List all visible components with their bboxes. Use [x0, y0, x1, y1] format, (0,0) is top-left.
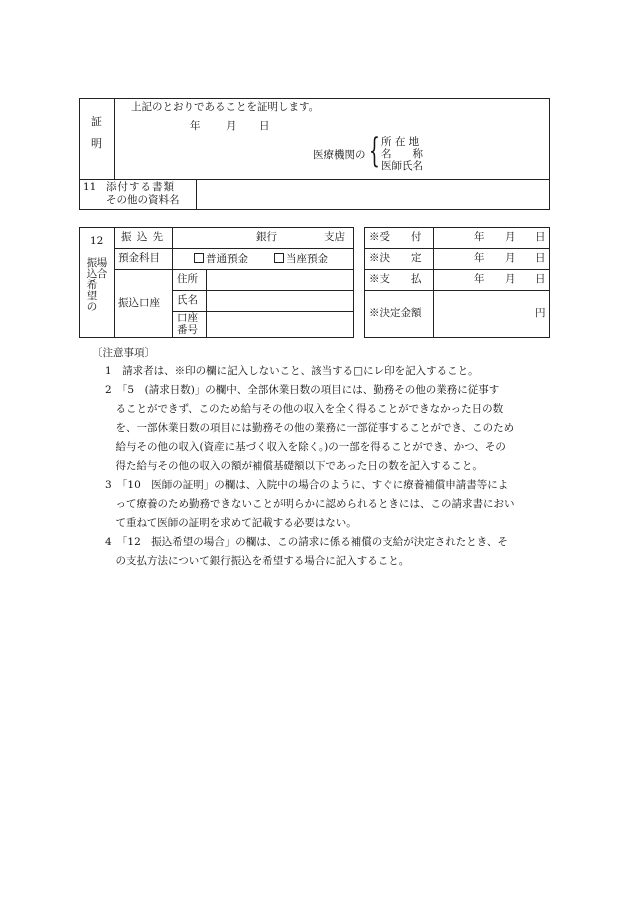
attachments-divider — [196, 179, 197, 210]
office-decided-day: 日 — [535, 252, 546, 264]
transfer-branch-label: 支店 — [324, 231, 345, 243]
institution-brace-icon: { — [369, 131, 380, 171]
office-received-label: ※受 付 — [369, 231, 422, 243]
office-paid-month: 月 — [505, 273, 516, 285]
transfer-address-rule — [172, 290, 354, 291]
office-paid-day: 日 — [535, 273, 546, 285]
office-received-year: 年 — [474, 231, 485, 243]
attachments-label-line1: 添付する書類 — [106, 181, 175, 193]
office-use-divider — [433, 227, 434, 338]
note-line-9: て重ねて医師の証明を求めて記載する必要はない。 — [105, 517, 357, 529]
current-deposit-label: 当座預金 — [286, 253, 328, 265]
certification-label-top: 証 — [91, 115, 102, 128]
office-decided-label: ※決 定 — [369, 252, 422, 264]
transfer-name-rule — [172, 311, 354, 312]
transfer-account-number-label-2: 番号 — [177, 324, 198, 336]
office-decided-amount-label: ※決定金額 — [369, 307, 422, 319]
ordinary-deposit-label: 普通預金 — [206, 253, 248, 265]
office-received-month: 月 — [505, 231, 516, 243]
office-decided-month: 月 — [505, 252, 516, 264]
institution-address-label: 所 在 地 — [381, 136, 420, 148]
transfer-address-label: 住所 — [177, 273, 198, 285]
transfer-bank-label: 銀行 — [256, 231, 277, 243]
transfer-label-char-7: 合 — [96, 268, 108, 280]
note-line-6: 得た給与その他の収入の額が補償基礎額以下であった日の数を記入すること。 — [105, 460, 483, 472]
note-line-10: 4 「12 振込希望の場合」の欄は、この請求に係る補償の支給が決定されたとき、そ — [105, 536, 508, 548]
transfer-label-char-6: 場 — [96, 257, 108, 269]
note-line-1: 1 請求者は、※印の欄に記入しないこと、該当する□にレ印を記入すること。 — [105, 365, 479, 377]
certification-date-day: 日 — [259, 120, 270, 132]
note-line-7: 3 「10 医師の証明」の欄は、入院中の場合のように、すぐに療養補償申請書等によ — [105, 479, 509, 491]
institution-doctor-label: 医師氏名 — [381, 160, 423, 172]
note-line-3: ることができず、このため給与その他の収入を全く得ることができなかった日の数 — [105, 403, 504, 415]
transfer-row2-rule — [114, 269, 354, 270]
transfer-label-char-5: の — [86, 301, 98, 313]
current-deposit-option[interactable] — [274, 253, 328, 265]
certification-date-year: 年 — [190, 120, 201, 132]
certification-label-divider — [114, 98, 115, 179]
transfer-label-divider — [114, 227, 115, 338]
office-use-row3-rule — [364, 290, 550, 291]
transfer-account-number-label-1: 口座 — [177, 312, 198, 324]
note-line-11: の支払方法について銀行振込を希望する場合に記入すること。 — [105, 555, 410, 567]
transfer-row1-rule — [114, 248, 354, 249]
transfer-field-divider — [172, 227, 173, 338]
certification-bottom-rule — [79, 179, 550, 180]
ordinary-deposit-option[interactable] — [194, 253, 248, 265]
transfer-label-char-2: 込 — [86, 268, 98, 280]
transfer-subfield-divider — [206, 269, 207, 338]
office-received-day: 日 — [535, 231, 546, 243]
note-line-4: を、一部休業日数の項目には勤務その他の業務に一部従事することができ、このため — [105, 422, 515, 434]
transfer-label-char-4: 望 — [86, 290, 98, 302]
transfer-deposit-type-label: 預金科目 — [118, 252, 160, 264]
note-line-5: 給与その他の収入(資産に基づく収入を除く。)の一部を得ることができ、かつ、その — [105, 441, 506, 453]
office-decided-amount-yen: 円 — [535, 307, 546, 319]
attachments-number: 11 — [83, 181, 97, 193]
certification-date-month: 月 — [226, 120, 237, 132]
attachments-label-line2: その他の資料名 — [106, 194, 180, 206]
current-deposit-checkbox[interactable] — [274, 253, 284, 263]
note-line-2: 2 「5 (請求日数)」の欄中、全部休業日数の項目には、勤務その他の業務に従事す — [105, 384, 500, 396]
office-use-row2-rule — [364, 269, 550, 270]
office-paid-year: 年 — [474, 273, 485, 285]
transfer-number: 12 — [90, 235, 104, 247]
institution-label: 医療機関の — [313, 149, 366, 161]
transfer-destination-label: 振 込 先 — [121, 231, 165, 243]
note-line-8: って療養のため勤務できないことが明らかに認められるときには、この請求書におい — [105, 498, 515, 510]
transfer-box — [79, 227, 354, 338]
ordinary-deposit-checkbox[interactable] — [194, 253, 204, 263]
transfer-label-char-3: 希 — [86, 279, 98, 291]
certification-statement: 上記のとおりであることを証明します。 — [131, 101, 320, 113]
transfer-holder-name-label: 氏名 — [177, 294, 198, 306]
institution-name-label: 名 称 — [381, 148, 423, 160]
office-paid-label: ※支 払 — [369, 273, 422, 285]
transfer-label-char-1: 振 — [86, 257, 98, 269]
transfer-account-label: 振込口座 — [118, 297, 160, 309]
notes-heading: 〔注意事項〕 — [92, 347, 155, 359]
office-use-row1-rule — [364, 248, 550, 249]
office-decided-year: 年 — [474, 252, 485, 264]
certification-label-bottom: 明 — [91, 137, 102, 150]
